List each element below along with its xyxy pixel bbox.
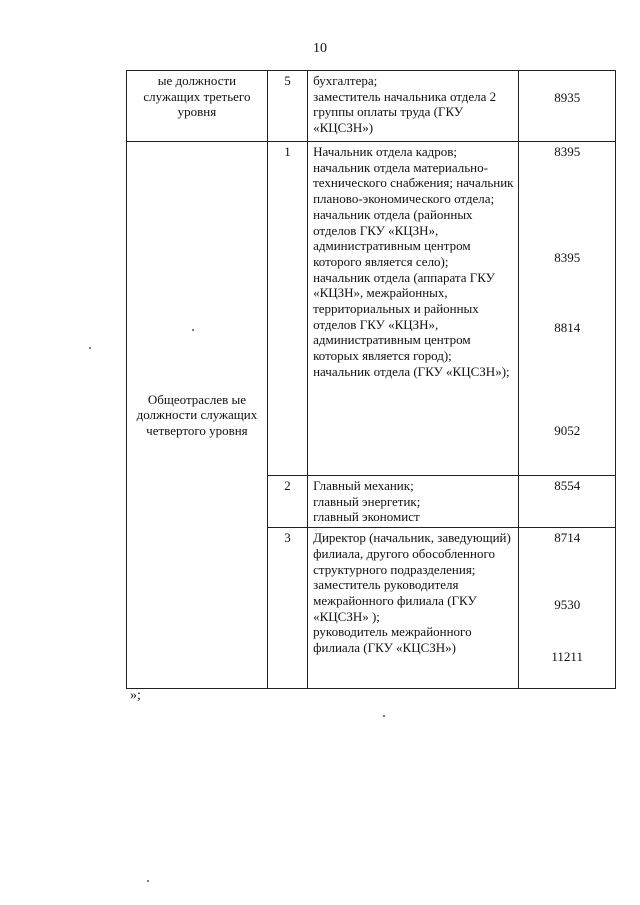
amount-value: 8714 [554,530,581,546]
amount-value: 8395 [554,250,581,265]
level-cell: 5 [267,71,307,142]
position-line: главный экономист [313,509,420,525]
amount-cell [519,528,616,689]
level-cell: 3 [267,528,307,689]
amount-cell [519,142,616,476]
position-cell [308,476,519,528]
amount-value: 8554 [554,478,581,493]
position-line: руководитель межрайонного филиала (ГКУ «КЦСЗН») [313,624,472,656]
position-line: главный энергетик; [313,493,421,509]
position-line: Директор (начальник, заведующий) филиала, другого обособленного структурного подразделения; [313,530,511,577]
closing-quote-mark: »; [130,688,141,703]
scan-speck [147,880,149,882]
amount-value: 9530 [554,597,581,613]
position-line: бухгалтера; [313,73,378,88]
amount-value: 8814 [554,320,581,335]
category-cell: Общеотраслев ые должности служащих четвертого уровня [127,142,268,689]
amount-value: 9052 [554,423,581,438]
scan-speck [192,329,194,331]
page-number: 10 [313,41,327,56]
amount-cell [519,71,616,142]
table-row [127,142,616,476]
position-cell [308,71,519,142]
salary-table [126,70,616,689]
position-line: Начальник отдела кадров; начальник отдела материально-технического снабжения; начальник планово-экономического отдела; [313,144,514,207]
amount-value: 8935 [554,90,581,105]
position-line: Главный механик; [313,478,414,493]
position-cell [308,528,519,689]
level-cell: 1 [267,142,307,476]
position-cell [308,142,519,476]
scan-speck [89,347,91,349]
category-cell: ые должности служащих третьего уровня [127,71,268,142]
amount-value: 11211 [551,649,583,665]
position-line: начальник отдела (ГКУ «КЦСЗН»); [313,363,510,379]
amount-value: 8395 [554,144,581,159]
position-line: начальник отдела (аппарата ГКУ «КЦЗН», межрайонных, территориальных и районных отделов ГКУ «КЦЗН», административным центром которых является город); [313,269,495,364]
position-line: начальник отдела (районных отделов ГКУ «КЦЗН», административным центром которого является село); [313,206,473,269]
amount-cell [519,476,616,528]
level-cell: 2 [267,476,307,528]
scan-speck [383,715,385,717]
table-row [127,71,616,142]
position-line: заместитель начальника отдела 2 группы оплаты труда (ГКУ «КЦСЗН») [313,88,497,136]
position-line: заместитель руководителя межрайонного филиала (ГКУ «КЦСЗН» ); [313,577,477,624]
